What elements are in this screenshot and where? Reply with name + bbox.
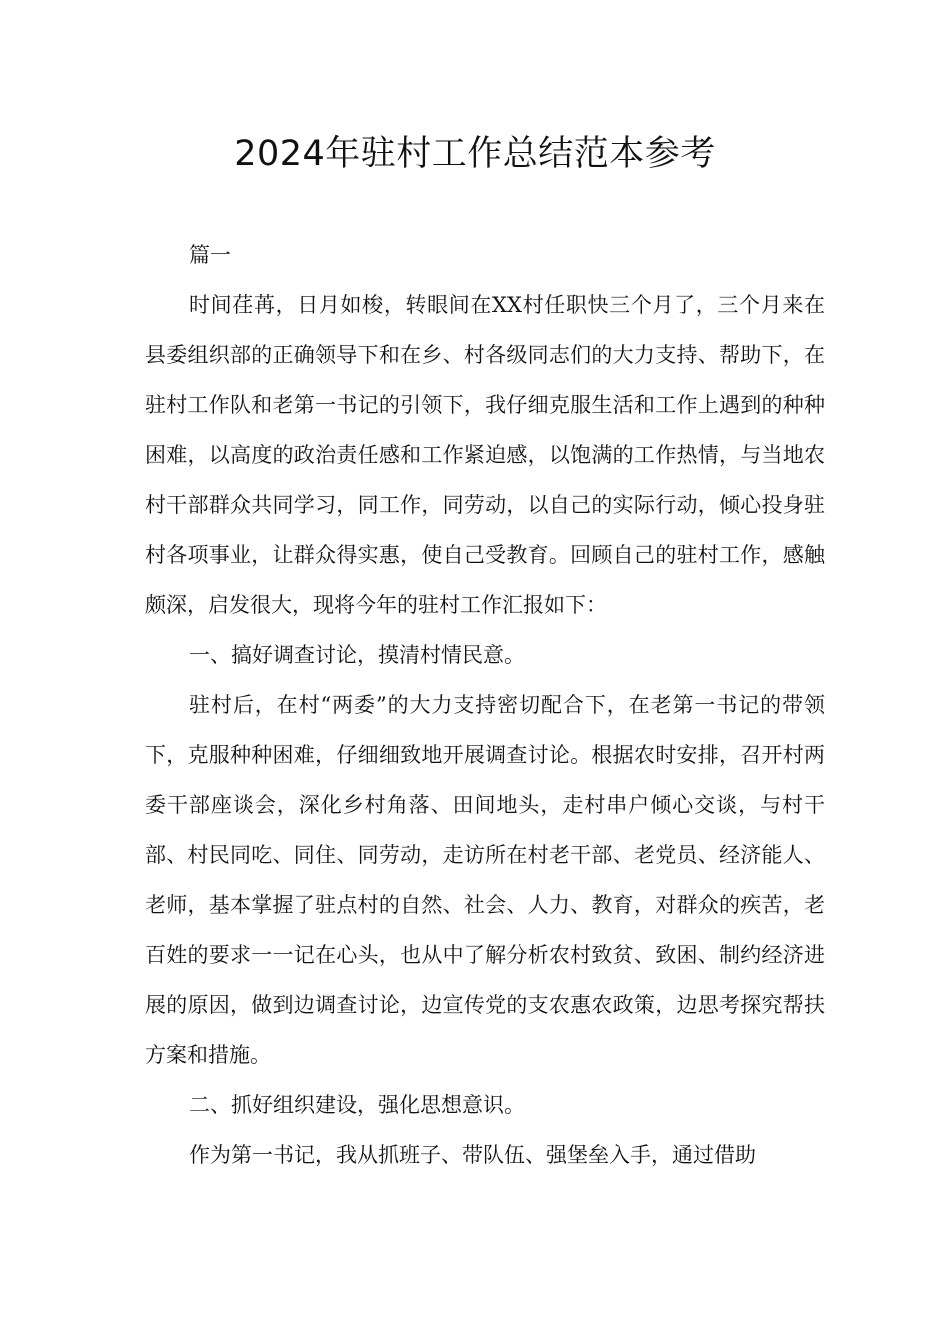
document-title: 2024年驻村工作总结范本参考 — [234, 134, 716, 174]
intro-paragraph: 时间荏苒，日月如梭，转眼间在XX村任职快三个月了，三个月来在县委组织部的正确领导下和在乡、村各级同志们的大力支持、帮助下，在驻村工作队和老第一书记的引领下，我仔细克服生活和工作上遇到的种种困难，以高度的政治责任感和工作紧迫感，以饱满的工作热情，与当地农村干部群众共同学习，同工作，同劳动，以自己的实际行动，倾心投身驻村各项事业，让群众得实惠，使自己受教育。回顾自己的驻村工作，感触颇深，启发很大，现将今年的驻村工作汇报如下： — [145, 293, 825, 617]
section-heading-2: 二、抓好组织建设，强化思想意识。 — [189, 1093, 525, 1117]
document-body — [145, 230, 825, 1180]
section-1-paragraph: 驻村后，在村“两委”的大力支持密切配合下，在老第一书记的带领下，克服种种困难，仔细细致地开展调查讨论。根据农时安排，召开村两委干部座谈会，深化乡村角落、田间地头，走村串户倾心交谈，与村干部、村民同吃、同住、同劳动，走访所在村老干部、老党员、经济能人、老师，基本掌握了驻点村的自然、社会、人力、教育，对群众的疾苦，老百姓的要求一一记在心头，也从中了解分析农村致贫、致困、制约经济进展的原因，做到边调查讨论，边宣传党的支农惠农政策，边思考探究帮扶方案和措施。 — [145, 693, 825, 1067]
section-label: 篇一 — [189, 243, 231, 267]
section-2-paragraph: 作为第一书记，我从抓班子、带队伍、强堡垒入手，通过借助 — [189, 1143, 756, 1167]
section-heading-1: 一、搞好调查讨论，摸清村情民意。 — [189, 643, 525, 667]
